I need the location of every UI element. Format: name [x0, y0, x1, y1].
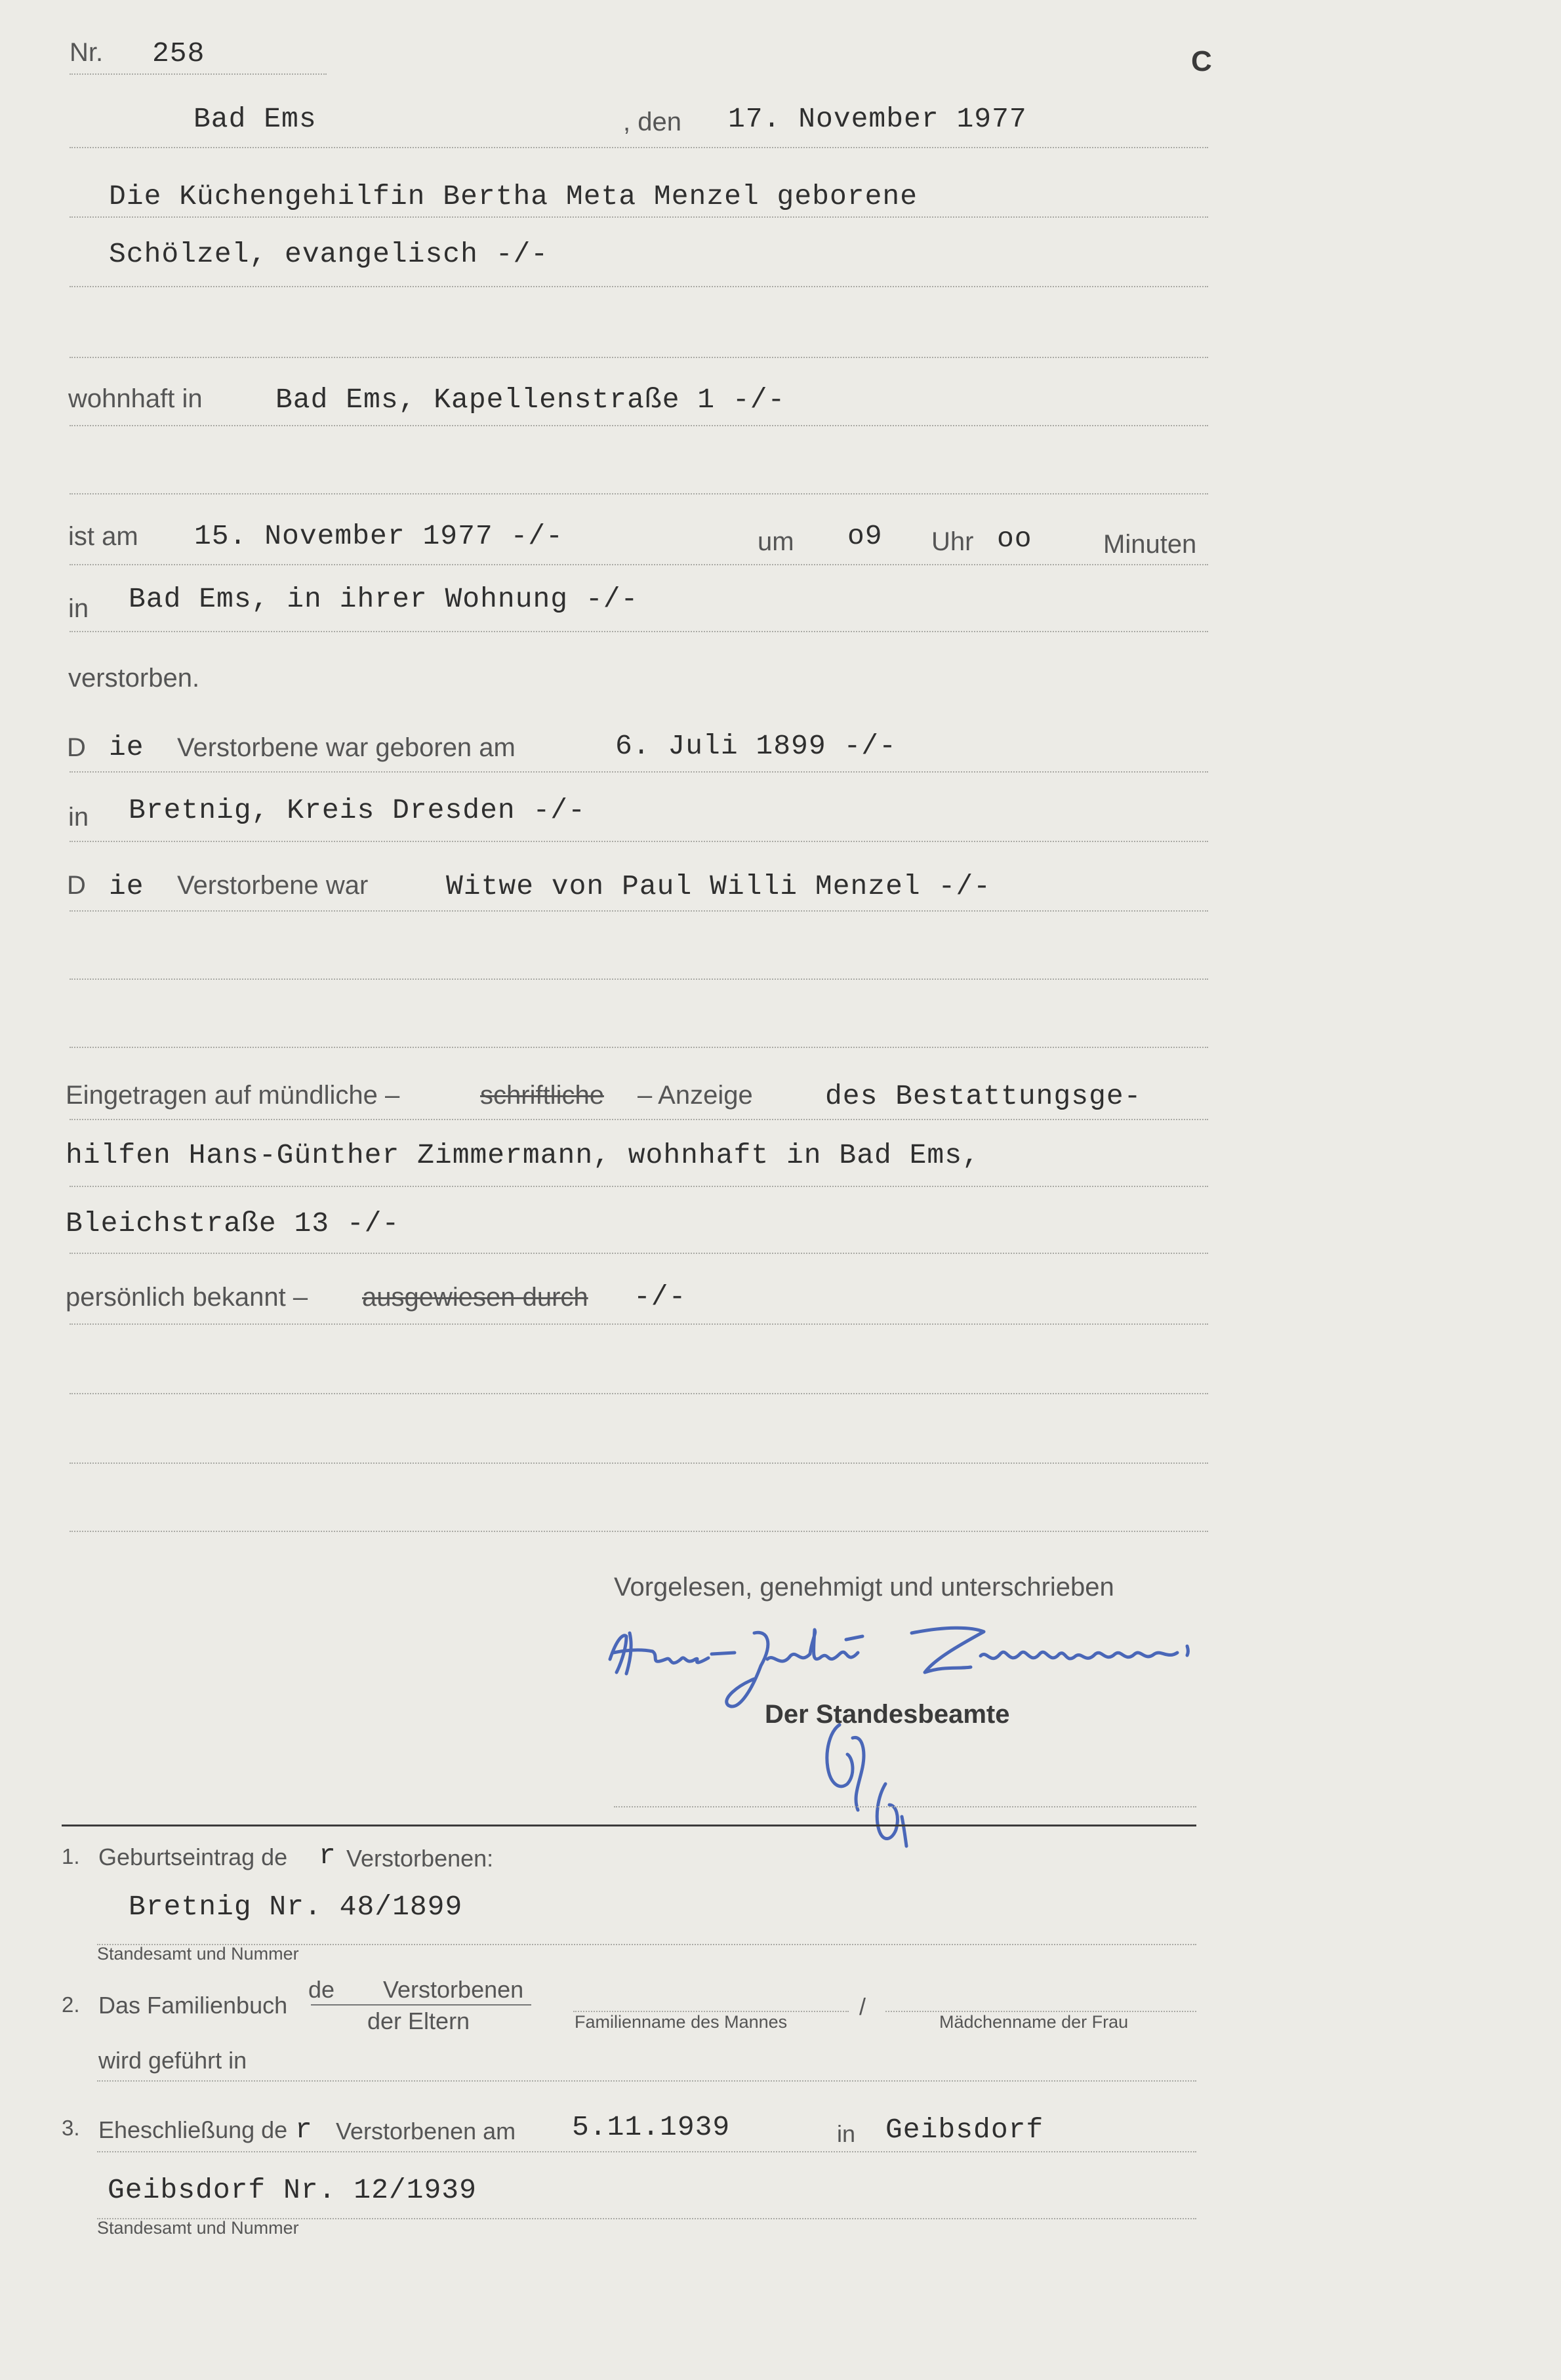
item-1-value: Bretnig Nr. 48/1899 — [129, 1891, 463, 1923]
item-3-date: 5.11.1939 — [572, 2111, 731, 2143]
person-line-2: Schölzel, evangelisch -/- — [109, 238, 549, 270]
item-1-label-a: Geburtseintrag de — [98, 1844, 288, 1870]
identity-struck: ausgewiesen durch — [362, 1283, 588, 1312]
status-ie: ie — [109, 870, 144, 902]
dotted-line — [70, 1119, 1208, 1120]
date-value: 17. November 1977 — [728, 103, 1027, 135]
dotted-line — [97, 2151, 1196, 2152]
dotted-line — [70, 1393, 1208, 1394]
birth-place: Bretnig, Kreis Dresden -/- — [129, 794, 586, 826]
identity-value: -/- — [634, 1281, 687, 1313]
item-2-de: de — [308, 1976, 335, 2003]
birth-in-label: in — [68, 803, 89, 832]
fraction-line — [311, 2004, 531, 2006]
dotted-line — [70, 631, 1208, 632]
item-3-caption: Standesamt und Nummer — [97, 2218, 299, 2238]
ist-am-label: ist am — [68, 522, 138, 551]
registration-line-1: des Bestattungsge- — [825, 1080, 1142, 1112]
birth-d-label: D — [67, 733, 86, 762]
dotted-line — [70, 910, 1208, 912]
item-3-place: Geibsdorf — [885, 2114, 1044, 2146]
birth-label: Verstorbene war geboren am — [177, 733, 516, 762]
registration-struck: schriftliche — [480, 1081, 604, 1110]
dotted-line — [70, 841, 1208, 842]
dotted-line — [70, 216, 1208, 218]
separator-line — [62, 1825, 1196, 1826]
registration-label-end: – Anzeige — [638, 1081, 753, 1110]
dotted-line — [70, 73, 327, 75]
registration-line-2: hilfen Hans-Günther Zimmermann, wohnhaft in Bad Ems, — [66, 1139, 980, 1171]
status-label: Verstorbene war — [177, 871, 369, 900]
nr-value: 258 — [152, 37, 205, 70]
item-2-number: 2. — [62, 1992, 80, 2017]
place-value: Bad Ems — [193, 103, 317, 135]
dotted-line — [97, 2080, 1196, 2082]
registration-label-start: Eingetragen auf mündliche – — [66, 1081, 400, 1110]
item-1-label-b: Verstorbenen: — [346, 1845, 494, 1872]
dotted-line — [70, 1462, 1208, 1464]
dotted-line — [70, 1186, 1208, 1187]
death-place: Bad Ems, in ihrer Wohnung -/- — [129, 583, 639, 615]
handwritten-signature — [603, 1620, 1253, 1908]
item-1-number: 1. — [62, 1844, 80, 1868]
dotted-line — [70, 357, 1208, 358]
minuten-label: Minuten — [1103, 530, 1197, 559]
dotted-line — [70, 564, 1208, 565]
dotted-line — [70, 425, 1208, 426]
death-hour: o9 — [847, 520, 883, 552]
item-2-label: Das Familienbuch — [98, 1992, 288, 2019]
death-date: 15. November 1977 -/- — [194, 520, 563, 552]
dotted-line — [70, 1253, 1208, 1254]
dotted-line — [70, 1323, 1208, 1325]
residence-label: wohnhaft in — [68, 384, 203, 413]
dotted-line — [70, 286, 1208, 287]
item-3-in: in — [837, 2120, 856, 2147]
item-3-value: Geibsdorf Nr. 12/1939 — [108, 2174, 477, 2206]
item-2-parents: der Eltern — [367, 2007, 470, 2034]
item-1-r: r — [319, 1840, 336, 1872]
form-letter: C — [1191, 45, 1212, 77]
item-2-slash: / — [859, 1993, 866, 2020]
item-2-caption-wife: Mädchenname der Frau — [939, 2012, 1129, 2032]
item-2-caption-husband: Familienname des Mannes — [575, 2012, 788, 2032]
item-1-caption: Standesamt und Nummer — [97, 1944, 299, 1964]
residence-value: Bad Ems, Kapellenstraße 1 -/- — [275, 384, 786, 416]
item-3-r: r — [295, 2114, 313, 2146]
person-line-1: Die Küchengehilfin Bertha Meta Menzel geborene — [109, 180, 918, 212]
dotted-line — [70, 493, 1208, 494]
item-3-label-b: Verstorbenen am — [336, 2118, 516, 2145]
um-label: um — [758, 527, 794, 556]
status-d-label: D — [67, 871, 86, 900]
dotted-line — [614, 1806, 1196, 1807]
registrar-label: Der Standesbeamte — [765, 1700, 1010, 1729]
item-3-label-a: Eheschließung de — [98, 2116, 288, 2143]
birth-date: 6. Juli 1899 -/- — [615, 730, 897, 762]
dotted-line — [70, 1531, 1208, 1532]
dotted-line — [70, 771, 1208, 773]
dotted-line — [70, 147, 1208, 148]
item-3-number: 3. — [62, 2116, 80, 2140]
death-minute: oo — [997, 523, 1032, 555]
item-2-label-b: wird geführt in — [98, 2047, 247, 2074]
den-label: , den — [623, 108, 681, 136]
dotted-line — [70, 978, 1208, 980]
death-in-label: in — [68, 594, 89, 623]
nr-label: Nr. — [70, 38, 104, 67]
item-2-deceased: Verstorbenen — [383, 1976, 524, 2003]
registration-line-3: Bleichstraße 13 -/- — [66, 1207, 400, 1240]
dotted-line — [70, 1047, 1208, 1048]
read-approved-text: Vorgelesen, genehmigt und unterschrieben — [614, 1573, 1114, 1602]
birth-ie: ie — [109, 731, 144, 763]
verstorben-label: verstorben. — [68, 664, 200, 693]
uhr-label: Uhr — [931, 527, 974, 556]
identity-label: persönlich bekannt – — [66, 1283, 308, 1312]
status-value: Witwe von Paul Willi Menzel -/- — [446, 870, 991, 902]
